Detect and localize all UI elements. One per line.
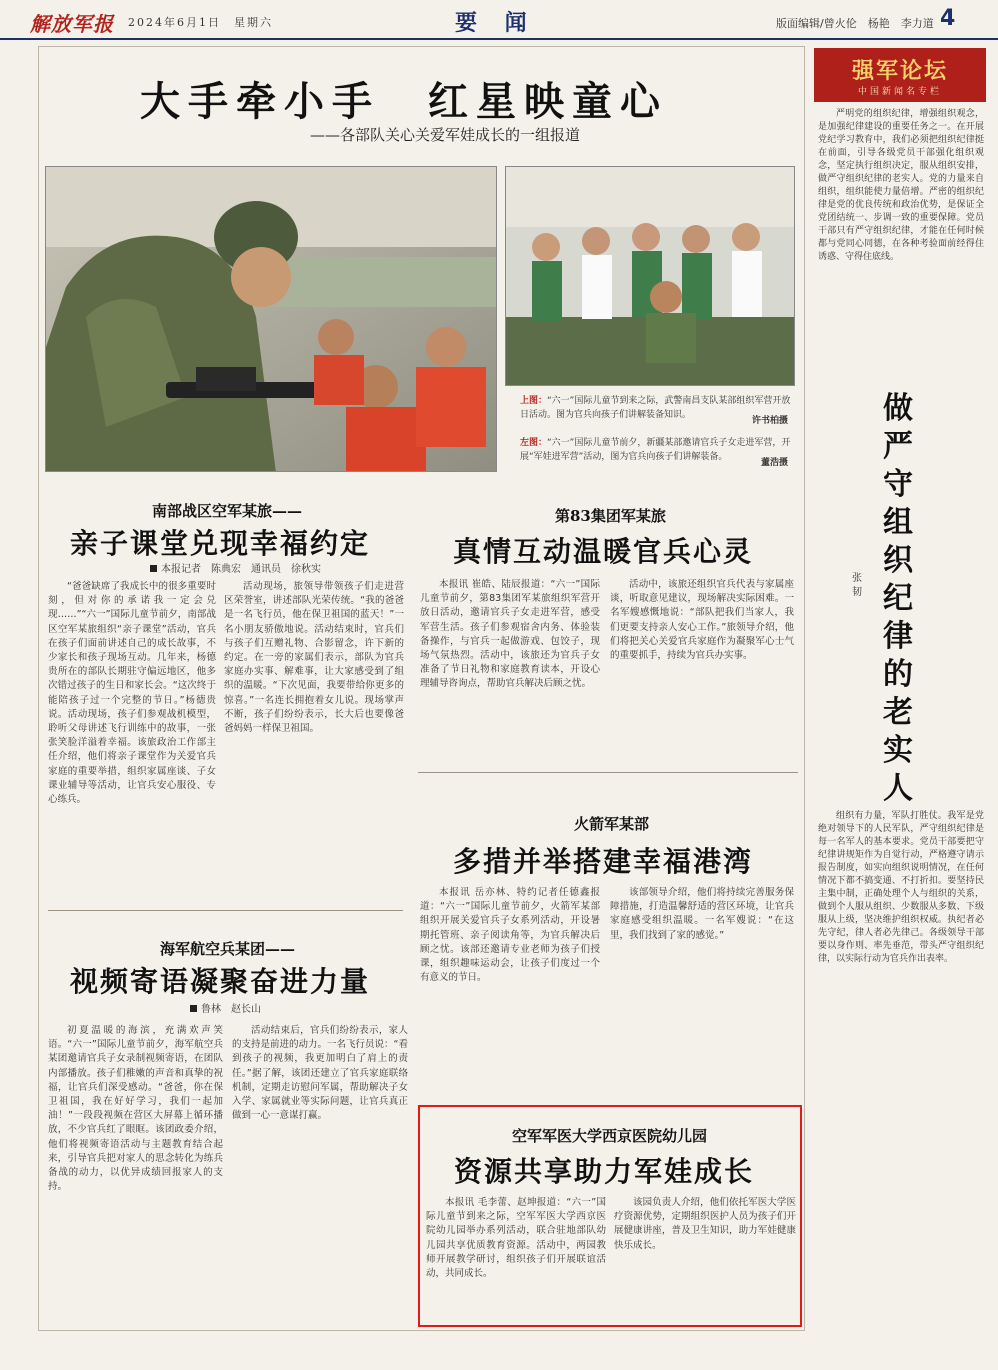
column-banner-subtitle: 中国新闻名专栏 <box>857 87 942 97</box>
right-author: 张韧 <box>852 573 862 598</box>
art5-col-2: 该园负责人介绍，他们依托军医大学医疗资源优势，定期组织医护人员为孩子们开展健康讲座，普及卫生知识，助力军娃健康快乐成长。 <box>614 1197 796 1251</box>
right-col-bottom: 组织有力量，军队打胜仗。我军是党绝对领导下的人民军队，严守组织纪律是每一名军人的基本要求。党员干部要把守纪律讲规矩作为自觉行动，严格遵守请示报告制度，如实向组织说明情况，在任何情况下都不搞变通、不打折扣。要坚持民主集中制，正确处理个人与组织的关系，做到个人服从组织、少数服从多数、下级服从上级，坚决维护组织权威。执纪者必先守纪，律人者必先律己。各级领导干部要以身作则、率先垂范，带头严守组织纪律，以实际行动为官兵作出表率。 <box>818 811 984 964</box>
section-title: 要 闻 <box>455 10 537 36</box>
divider-right <box>418 772 798 773</box>
art2-col-2: 活动中，该旅还组织官兵代表与家属座谈，听取意见建议，现场解决实际困难。一名军嫂感慨地说：“部队把我们当家人，我们更要支持亲人安心工作。”旅领导介绍，他们将把关心关爱官兵家庭作为凝聚军心士气的重要抓手，持续为官兵办实事。 <box>610 579 794 662</box>
caption-top-text: “六一”国际儿童节到来之际，武警南昌支队某部组织军营开放日活动。图为官兵向孩子们讲解装备知识。 <box>520 396 791 420</box>
column-banner <box>814 48 986 102</box>
caption-left-credit: 董浩摄 <box>760 458 788 468</box>
photo-camp-illustration <box>506 167 795 386</box>
art4-headline: 多措并举搭建幸福港湾 <box>453 845 754 878</box>
caption-top-credit: 许书柏摄 <box>751 416 788 426</box>
caption-left <box>520 436 792 470</box>
art5-headline: 资源共享助力军娃成长 <box>454 1155 755 1188</box>
caption-left-text: “六一”国际儿童节前夕，新疆某部邀请官兵子女走进军营，开展“军娃进军营”活动，图为官兵向孩子们讲解装备。 <box>520 438 791 462</box>
photo-soldier-with-children <box>45 166 497 472</box>
lead-subheadline: ——各部队关心关爱军娃成长的一组报道 <box>310 126 581 144</box>
art1-byline: 本报记者 陈典宏 通讯员 徐秋实 <box>150 560 321 575</box>
column-banner-title: 强军论坛 <box>851 58 948 84</box>
masthead <box>0 0 998 40</box>
caption-left-label: 左图： <box>520 438 548 448</box>
page-number: 4 <box>940 6 956 31</box>
art1-headline: 亲子课堂兑现幸福约定 <box>70 527 371 560</box>
right-headline: 做严守组织纪律的老实人 <box>883 391 913 806</box>
art5-unit: 空军军医大学西京医院幼儿园 <box>512 1127 708 1145</box>
caption-top-label: 上图： <box>520 396 548 406</box>
art1-unit: 南部战区空军某旅—— <box>152 502 303 520</box>
art3-byline: 鲁林 赵长山 <box>190 1000 261 1015</box>
photo-camp-open-day <box>505 166 795 386</box>
art3-unit: 海军航空兵某团—— <box>160 940 296 958</box>
art3-headline: 视频寄语凝聚奋进力量 <box>70 965 371 998</box>
divider-left <box>48 910 403 911</box>
art4-unit: 火箭军某部 <box>574 815 650 833</box>
art4-col-2: 该部领导介绍，他们将持续完善服务保障措施，打造温馨舒适的营区环境，让官兵家庭感受组织温暖。一名军嫂说：“在这里，我们找到了家的感觉。” <box>610 887 794 941</box>
right-col-top: 严明党的组织纪律，增强组织观念，是加强纪律建设的重要任务之一。在开展党纪学习教育中，我们必须把组织纪律挺在前面，引导各级党员干部强化组织观念，坚定执行组织决定，服从组织安排，做严守组织纪律的老实人。党的力量来自组织，组织能使力量倍增。严密的组织纪律是党的优良传统和政治优势，是保证全党团结统一、步调一致的重要保障。党员干部只有严守组织纪律，才能在任何时候都与党同心同德，在各种考验面前经得住诱惑、守得住底线。 <box>818 109 984 262</box>
art3-col-1: 初夏温暖的海滨，充满欢声笑语。“六一”国际儿童节前夕，海军航空兵某团邀请官兵子女录制视频寄语，在团队内部播放。孩子们稚嫩的声音和真挚的祝福，让官兵们深受感动。“爸爸，你在保卫祖国，我在好好学习，我们一起加油！”一段段视频在营区大屏幕上循环播放，不少官兵红了眼眶。该团政委介绍，他们将视频寄语活动与主题教育结合起来，引导官兵把对家人的思念转化为练兵备战的动力，以优异成绩回报家人的支持。 <box>48 1025 223 1193</box>
art1-col-2: 活动现场，旅领导带领孩子们走进营区荣誉室，讲述部队光荣传统。“我的爸爸是一名飞行员，他在保卫祖国的蓝天！”一名小朋友骄傲地说。活动结束时，官兵们与孩子们互赠礼物、合影留念，许下新的约定。在一旁的家属们表示，部队为官兵家庭办实事、解难事，让大家感受到了组织的温暖。“下次见面，我要带给你更多的惊喜。”一名连长拥抱着女儿说。现场掌声不断，孩子们纷纷表示，长大后也要像爸爸妈妈一样保卫祖国。 <box>224 581 404 735</box>
page-editors: 版面编辑/曾火伦 杨艳 李力道 <box>776 17 934 30</box>
newspaper-logo: 解放军报 <box>30 12 114 36</box>
art1-col-1: “爸爸缺席了我成长中的很多重要时刻，但对你的承诺我一定会兑现……”“六一”国际儿童节前夕，南部战区空军某旅组织“亲子课堂”活动，官兵在孩子们面前讲述自己的成长故事，不少家长和孩子现场互动。几年来，杨德贵所在的部队长期驻守偏远地区，他多次错过孩子的生日和家长会。“这次终于能陪孩子过一个完整的节日。”杨德贵说。活动现场，孩子们参观战机模型，聆听父母讲述飞行训练中的故事，一张张笑脸洋溢着幸福。该旅政治工作部主任介绍，他们将亲子课堂作为关爱官兵家庭的重要举措，组织家属座谈、子女课业辅导等活动，让官兵安心服役、专心练兵。 <box>48 581 216 806</box>
art4-col-1: 本报讯 岳亦林、特约记者任德鑫报道：“六一”国际儿童节前夕，火箭军某部组织开展关爱官兵子女系列活动，开设暑期托管班、亲子阅读角等，为官兵解决后顾之忧。该部还邀请专业老师为孩子们授课，组织趣味运动会，让孩子们度过一个有意义的节日。 <box>420 887 600 984</box>
caption-top <box>520 394 792 428</box>
art2-col-1: 本报讯 崔皓、陆辰报道：“六一”国际儿童节前夕，第83集团军某旅组织军营开放日活动，邀请官兵子女走进军营，感受军营生活。孩子们参观宿舍内务、体验装备操作，与官兵一起做游戏、包饺子，现场气氛热烈。活动中，该旅还为官兵子女准备了节日礼物和家庭教育读本，开设心理辅导咨询点，帮助官兵解决后顾之忧。 <box>420 579 600 690</box>
photo-soldier-illustration <box>46 167 497 472</box>
lead-headline: 大手牵小手 红星映童心 <box>140 78 668 125</box>
art2-headline: 真情互动温暖官兵心灵 <box>453 535 754 568</box>
art3-col-2: 活动结束后，官兵们纷纷表示，家人的支持是前进的动力。一名飞行员说：“看到孩子的视频，我更加明白了肩上的责任。”据了解，该团还建立了官兵家庭联络机制，定期走访慰问军属，帮助解决子女入学、家属就业等实际问题，让官兵真正做到一心一意谋打赢。 <box>232 1025 408 1122</box>
issue-date: 2024年6月1日 星期六 <box>128 16 273 29</box>
art5-col-1: 本报讯 毛李蕾、赵坤报道：“六一”国际儿童节到来之际，空军军医大学西京医院幼儿园举办系列活动，联合驻地部队幼儿园共享优质教育资源。活动中，两园教师开展教学研讨，组织孩子们开展联谊活动，共同成长。 <box>426 1197 606 1280</box>
art2-unit: 第83集团军某旅 <box>555 507 666 525</box>
